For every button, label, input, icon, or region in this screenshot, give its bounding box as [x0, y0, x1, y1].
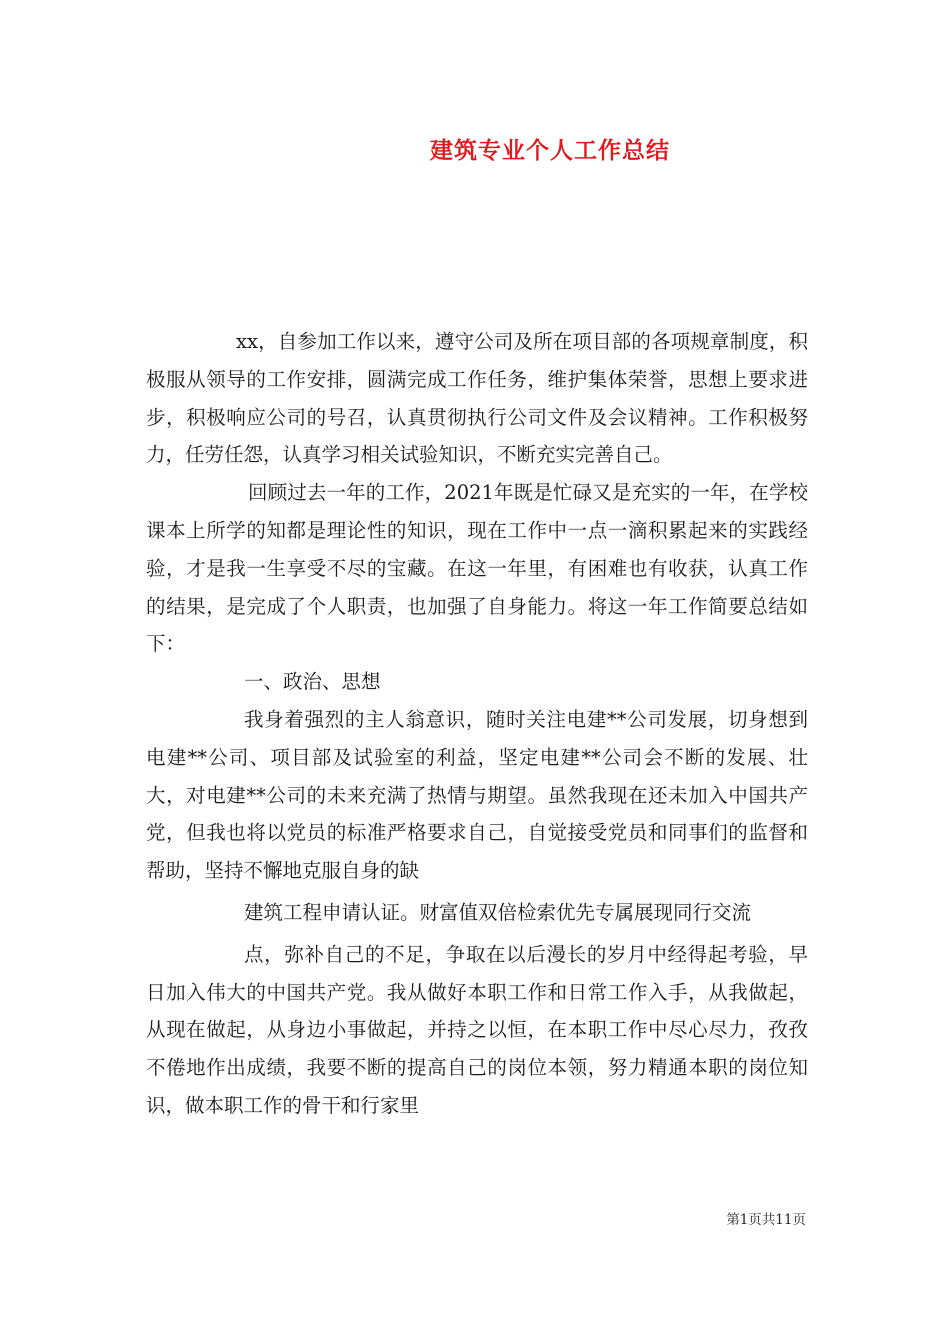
paragraph-continuation: 点，弥补自己的不足，争取在以后漫长的岁月中经得起考验，早日加入伟大的中国共产党。我从做好本职工作和日常工作入手，从我做起，从现在做起，从身边小事做起，并持之以恒，在本职工作中尽心尽力，孜孜不倦地作出成绩，我要不断的提高自己的岗位本领，努力精通本职的岗位知识，做本职工作的骨干和行家里 [146, 942, 808, 1117]
document-title: 建筑专业个人工作总结 [430, 138, 670, 164]
page-number: 第1页共11页 [726, 1212, 806, 1228]
document-body [146, 323, 808, 1125]
paragraph-intro: xx，自参加工作以来，遵守公司及所在项目部的各项规章制度，积极服从领导的工作安排，圆满完成工作任务，维护集体荣誉，思想上要求进步，积极响应公司的号召，认真贯彻执行公司文件及会议精神。工作积极努力，任劳任怨，认真学习相关试验知识，不断充实完善自己。 [146, 330, 808, 467]
promo-banner-text: 建筑工程申请认证。财富值双倍检索优先专属展现同行交流 [244, 900, 752, 924]
section-heading-politics: 一、政治、思想 [244, 670, 381, 694]
paragraph-review: 回顾过去一年的工作，2021年既是忙碌又是充实的一年，在学校课本上所学的知都是理论性的知识，现在工作中一点一滴积累起来的实践经验，才是我一生享受不尽的宝藏。在这一年里，有困难也有收获，认真工作的结果，是完成了个人职责，也加强了自身能力。将这一年工作简要总结如下： [146, 481, 808, 656]
paragraph-politics: 我身着强烈的主人翁意识，随时关注电建**公司发展，切身想到电建**公司、项目部及试验室的利益，坚定电建**公司会不断的发展、壮大，对电建**公司的未来充满了热情与期望。虽然我现在还未加入中国共产党，但我也将以党员的标准严格要求自己，自觉接受党员和同事们的监督和帮助，坚持不懈地克服自身的缺 [146, 707, 808, 883]
